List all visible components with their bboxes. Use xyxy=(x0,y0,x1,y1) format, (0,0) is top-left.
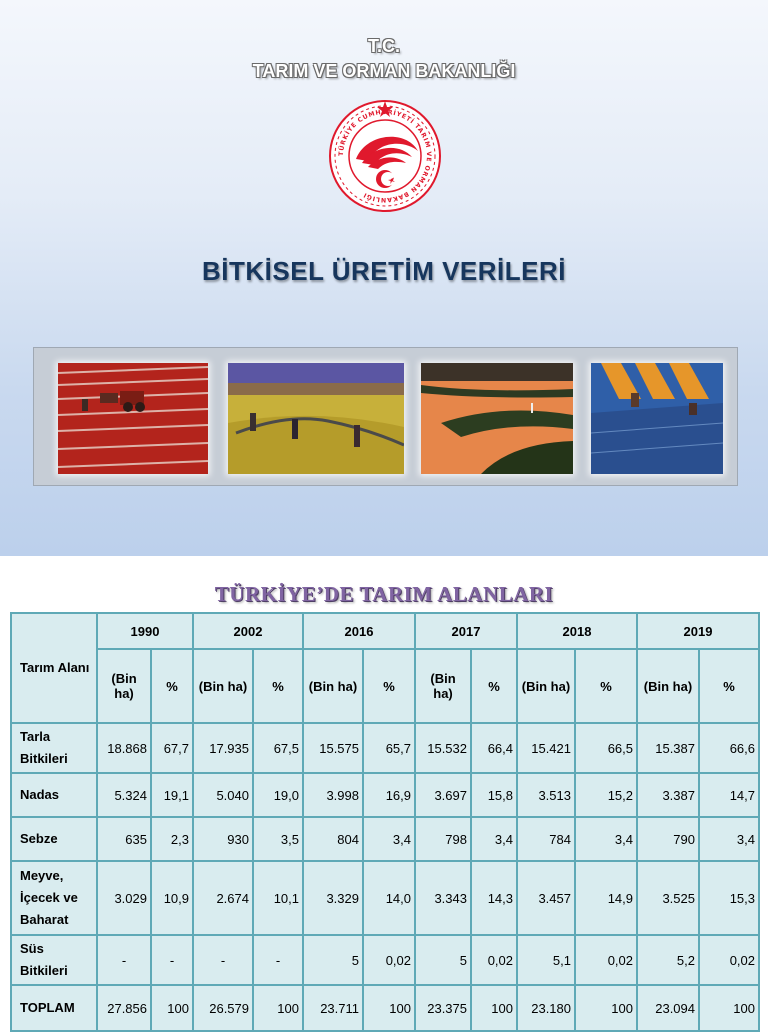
photo-strip xyxy=(33,347,738,486)
area-cell: 3.513 xyxy=(517,773,575,817)
row-label: Süs Bitkileri xyxy=(11,935,97,985)
area-cell: 23.180 xyxy=(517,985,575,1031)
percent-cell: 3,5 xyxy=(253,817,303,861)
area-cell: 790 xyxy=(637,817,699,861)
area-cell: 15.387 xyxy=(637,723,699,773)
area-cell: 5.040 xyxy=(193,773,253,817)
area-cell: 635 xyxy=(97,817,151,861)
area-cell: 3.457 xyxy=(517,861,575,935)
area-cell: 17.935 xyxy=(193,723,253,773)
percent-cell: 66,6 xyxy=(699,723,759,773)
unit-header: % xyxy=(575,649,637,723)
year-header: 2002 xyxy=(193,613,303,649)
percent-cell: 0,02 xyxy=(575,935,637,985)
unit-header: % xyxy=(699,649,759,723)
table-row xyxy=(11,985,759,1031)
area-cell: 5 xyxy=(415,935,471,985)
percent-cell: 10,1 xyxy=(253,861,303,935)
percent-cell: 0,02 xyxy=(471,935,517,985)
year-header: 1990 xyxy=(97,613,193,649)
slide-title: BİTKİSEL ÜRETİM VERİLERİ xyxy=(202,256,566,286)
year-header: 2018 xyxy=(517,613,637,649)
table-row xyxy=(11,861,759,935)
area-cell: 23.375 xyxy=(415,985,471,1031)
row-label: Sebze xyxy=(11,817,97,861)
area-cell: 784 xyxy=(517,817,575,861)
percent-cell: 100 xyxy=(151,985,193,1031)
percent-cell: 19,0 xyxy=(253,773,303,817)
area-cell: 3.029 xyxy=(97,861,151,935)
unit-header: % xyxy=(253,649,303,723)
percent-cell: 14,0 xyxy=(363,861,415,935)
area-cell: 5,1 xyxy=(517,935,575,985)
percent-cell: 15,3 xyxy=(699,861,759,935)
percent-cell: - xyxy=(253,935,303,985)
table-body xyxy=(11,723,759,1031)
percent-cell: 0,02 xyxy=(363,935,415,985)
table-title: TÜRKİYE’DE TARIM ALANLARI xyxy=(214,582,554,606)
wetland-sunset-photo xyxy=(421,363,573,474)
area-cell: 15.421 xyxy=(517,723,575,773)
percent-cell: 67,7 xyxy=(151,723,193,773)
percent-cell: 19,1 xyxy=(151,773,193,817)
area-cell: 2.674 xyxy=(193,861,253,935)
row-label: TOPLAM xyxy=(11,985,97,1031)
percent-cell: 100 xyxy=(575,985,637,1031)
area-cell: 930 xyxy=(193,817,253,861)
unit-header: (Bin ha) xyxy=(303,649,363,723)
year-header: 2016 xyxy=(303,613,415,649)
area-cell: 3.697 xyxy=(415,773,471,817)
percent-cell: 10,9 xyxy=(151,861,193,935)
percent-cell: 3,4 xyxy=(471,817,517,861)
area-cell: 5,2 xyxy=(637,935,699,985)
percent-cell: 100 xyxy=(253,985,303,1031)
row-label: Nadas xyxy=(11,773,97,817)
unit-header: % xyxy=(471,649,517,723)
wheat-field-irrigation-photo xyxy=(228,363,404,474)
red-pepper-drying-field-photo xyxy=(58,363,208,474)
area-cell: 15.575 xyxy=(303,723,363,773)
area-cell: 804 xyxy=(303,817,363,861)
unit-header: (Bin ha) xyxy=(517,649,575,723)
ministry-seal-logo xyxy=(328,99,442,213)
area-cell: 23.711 xyxy=(303,985,363,1031)
seal-ring-text: TÜRKİYE CUMHURİYETİ TARIM VE ORMAN BAKANLIĞI xyxy=(337,108,433,204)
area-cell: 5.324 xyxy=(97,773,151,817)
unit-header: (Bin ha) xyxy=(97,649,151,723)
area-cell: 23.094 xyxy=(637,985,699,1031)
table-row xyxy=(11,935,759,985)
area-cell: 26.579 xyxy=(193,985,253,1031)
ministry-heading: TARIM VE ORMAN BAKANLIĞI xyxy=(252,61,516,81)
year-header: 2017 xyxy=(415,613,517,649)
table-row xyxy=(11,723,759,773)
unit-header-row xyxy=(11,649,759,723)
unit-header: % xyxy=(363,649,415,723)
percent-cell: 3,4 xyxy=(363,817,415,861)
unit-header: (Bin ha) xyxy=(415,649,471,723)
percent-cell: 67,5 xyxy=(253,723,303,773)
unit-header: (Bin ha) xyxy=(193,649,253,723)
table-row xyxy=(11,817,759,861)
row-label: Tarla Bitkileri xyxy=(11,723,97,773)
percent-cell: 100 xyxy=(699,985,759,1031)
area-cell: 27.856 xyxy=(97,985,151,1031)
percent-cell: 100 xyxy=(363,985,415,1031)
area-cell: - xyxy=(97,935,151,985)
percent-cell: - xyxy=(151,935,193,985)
percent-cell: 0,02 xyxy=(699,935,759,985)
percent-cell: 16,9 xyxy=(363,773,415,817)
percent-cell: 66,5 xyxy=(575,723,637,773)
percent-cell: 14,9 xyxy=(575,861,637,935)
area-cell: 18.868 xyxy=(97,723,151,773)
row-header-cell: Tarım Alanı xyxy=(11,613,97,723)
blue-tarp-drying-field-photo xyxy=(591,363,723,474)
percent-cell: 14,7 xyxy=(699,773,759,817)
republic-heading: T.C. xyxy=(367,36,400,56)
percent-cell: 15,8 xyxy=(471,773,517,817)
percent-cell: 15,2 xyxy=(575,773,637,817)
unit-header: % xyxy=(151,649,193,723)
area-cell: 798 xyxy=(415,817,471,861)
percent-cell: 66,4 xyxy=(471,723,517,773)
area-cell: 5 xyxy=(303,935,363,985)
percent-cell: 3,4 xyxy=(699,817,759,861)
percent-cell: 100 xyxy=(471,985,517,1031)
area-cell: 3.998 xyxy=(303,773,363,817)
area-cell: 3.525 xyxy=(637,861,699,935)
area-cell: 3.387 xyxy=(637,773,699,817)
year-header-row xyxy=(11,613,759,649)
area-cell: 3.343 xyxy=(415,861,471,935)
percent-cell: 2,3 xyxy=(151,817,193,861)
year-header: 2019 xyxy=(637,613,759,649)
table-row xyxy=(11,773,759,817)
area-cell: - xyxy=(193,935,253,985)
area-cell: 15.532 xyxy=(415,723,471,773)
agricultural-area-table xyxy=(10,612,760,1032)
unit-header: (Bin ha) xyxy=(637,649,699,723)
percent-cell: 3,4 xyxy=(575,817,637,861)
percent-cell: 65,7 xyxy=(363,723,415,773)
percent-cell: 14,3 xyxy=(471,861,517,935)
row-label: Meyve, İçecek ve Baharat xyxy=(11,861,97,935)
area-cell: 3.329 xyxy=(303,861,363,935)
